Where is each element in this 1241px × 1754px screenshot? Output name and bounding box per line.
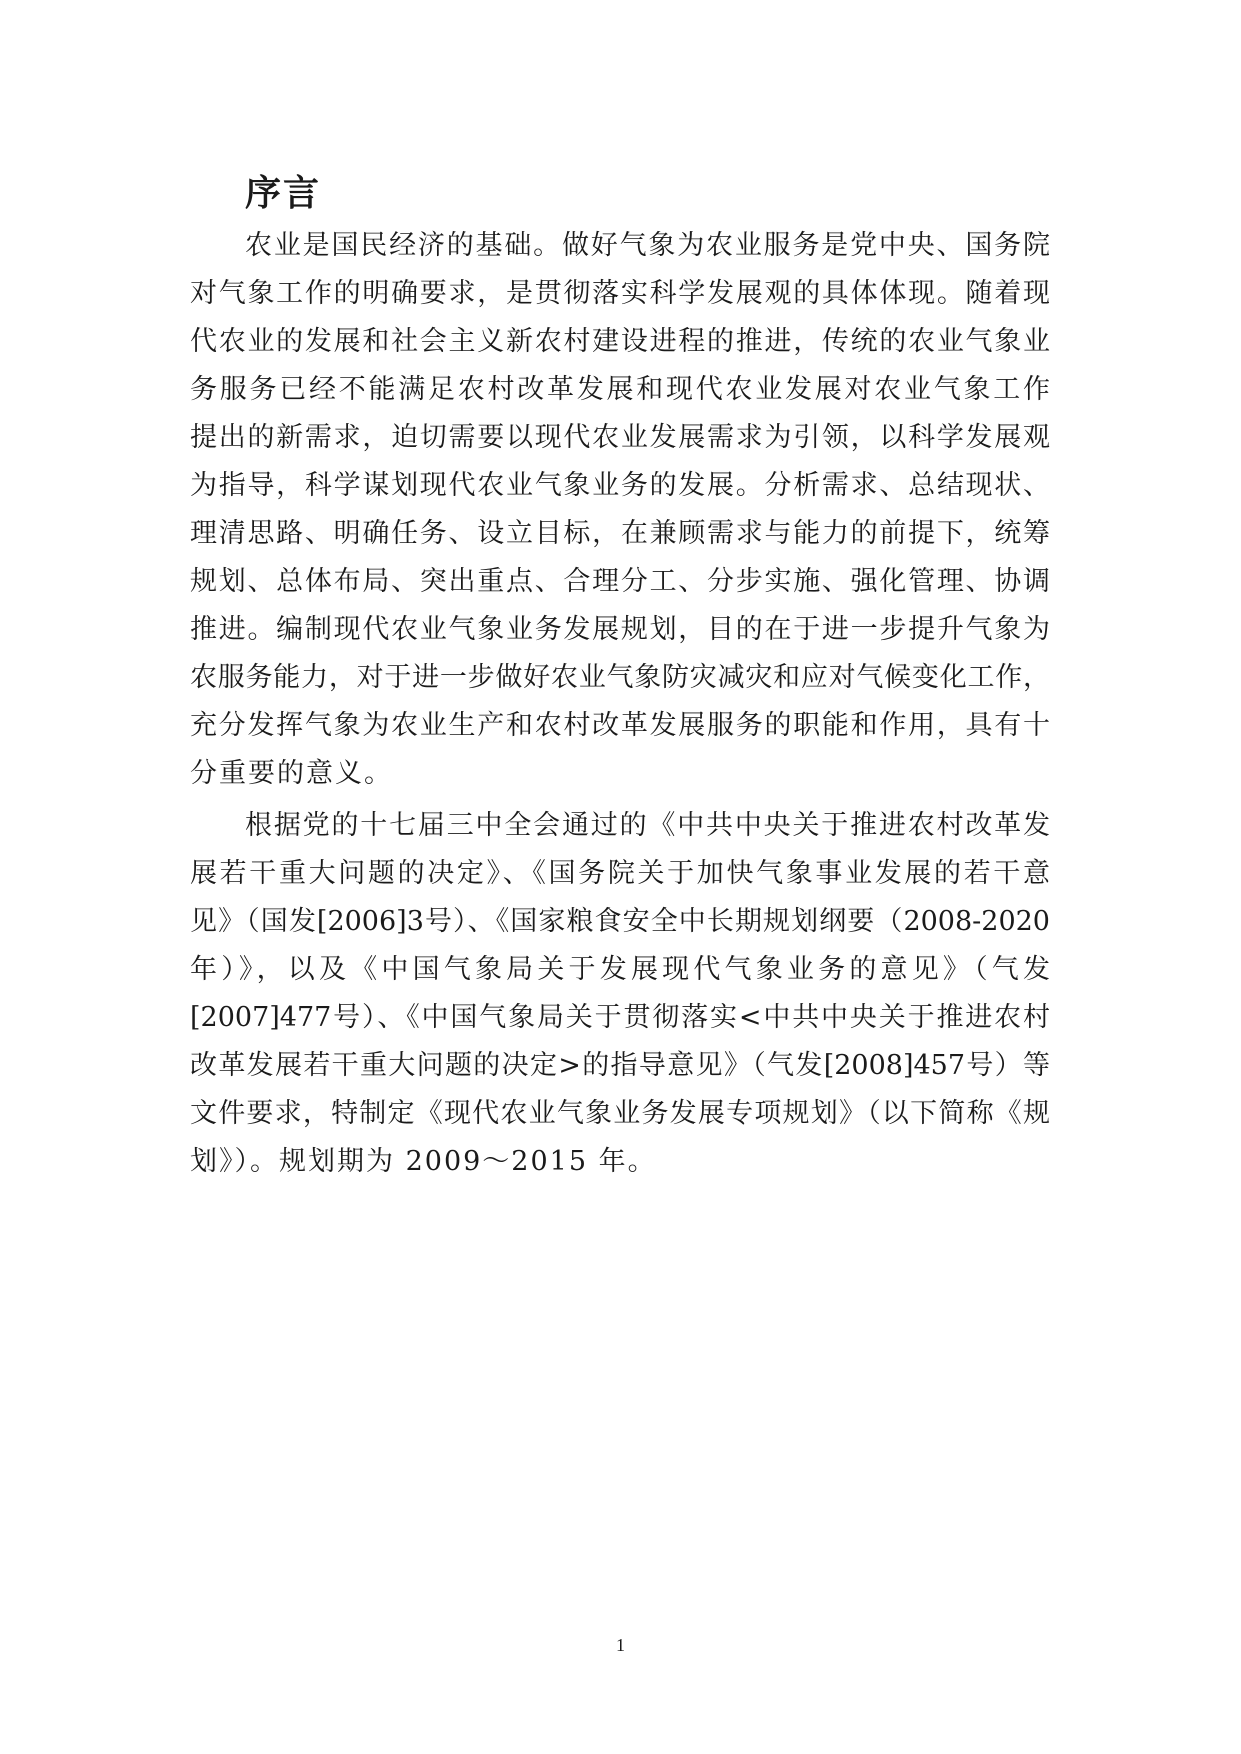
paragraph-line: 理清思路、明确任务、设立目标，在兼顾需求与能力的前提下，统筹 (190, 518, 1050, 549)
paragraph-line: 根据党的十七届三中全会通过的《中共中央关于推进农村改革发 (245, 810, 1050, 841)
paragraph-line: 展若干重大问题的决定》、《国务院关于加快气象事业发展的若干意 (190, 858, 1050, 889)
paragraph-line: 充分发挥气象为农业生产和农村改革发展服务的职能和作用，具有十 (190, 710, 1050, 741)
paragraph-line: 推进。编制现代农业气象业务发展规划，目的在于进一步提升气象为 (190, 614, 1050, 645)
paragraph-line: 代农业的发展和社会主义新农村建设进程的推进，传统的农业气象业 (190, 326, 1050, 357)
paragraph-line: 划》）。规划期为 2009～2015 年。 (190, 1146, 657, 1177)
paragraph-line: 为指导，科学谋划现代农业气象业务的发展。分析需求、总结现状、 (190, 470, 1050, 501)
paragraph-line: 分重要的意义。 (190, 758, 393, 789)
paragraph-line: 规划、总体布局、突出重点、合理分工、分步实施、强化管理、协调 (190, 566, 1050, 597)
paragraph-line: [2007]477号）、《中国气象局关于贯彻落实<中共中央关于推进农村 (190, 1002, 1050, 1033)
paragraph-line: 农服务能力，对于进一步做好农业气象防灾减灾和应对气候变化工作， (190, 662, 1050, 693)
paragraph-line: 改革发展若干重大问题的决定>的指导意见》（气发[2008]457号）等 (190, 1050, 1050, 1081)
paragraph-line: 年）》，以及《中国气象局关于发展现代气象业务的意见》（气发 (190, 954, 1050, 985)
paragraph-line: 对气象工作的明确要求，是贯彻落实科学发展观的具体体现。随着现 (190, 278, 1050, 309)
paragraph-line: 农业是国民经济的基础。做好气象为农业服务是党中央、国务院 (245, 230, 1050, 261)
paragraph-line: 文件要求，特制定《现代农业气象业务发展专项规划》（以下简称《规 (190, 1098, 1050, 1129)
page-title: 序言 (245, 173, 322, 214)
paragraph-line: 提出的新需求，迫切需要以现代农业发展需求为引领，以科学发展观 (190, 422, 1050, 453)
page-number: 1 (616, 1635, 625, 1655)
paragraph-line: 见》（国发[2006]3号）、《国家粮食安全中长期规划纲要（2008-2020 (190, 906, 1050, 937)
paragraph-line: 务服务已经不能满足农村改革发展和现代农业发展对农业气象工作 (190, 374, 1050, 405)
